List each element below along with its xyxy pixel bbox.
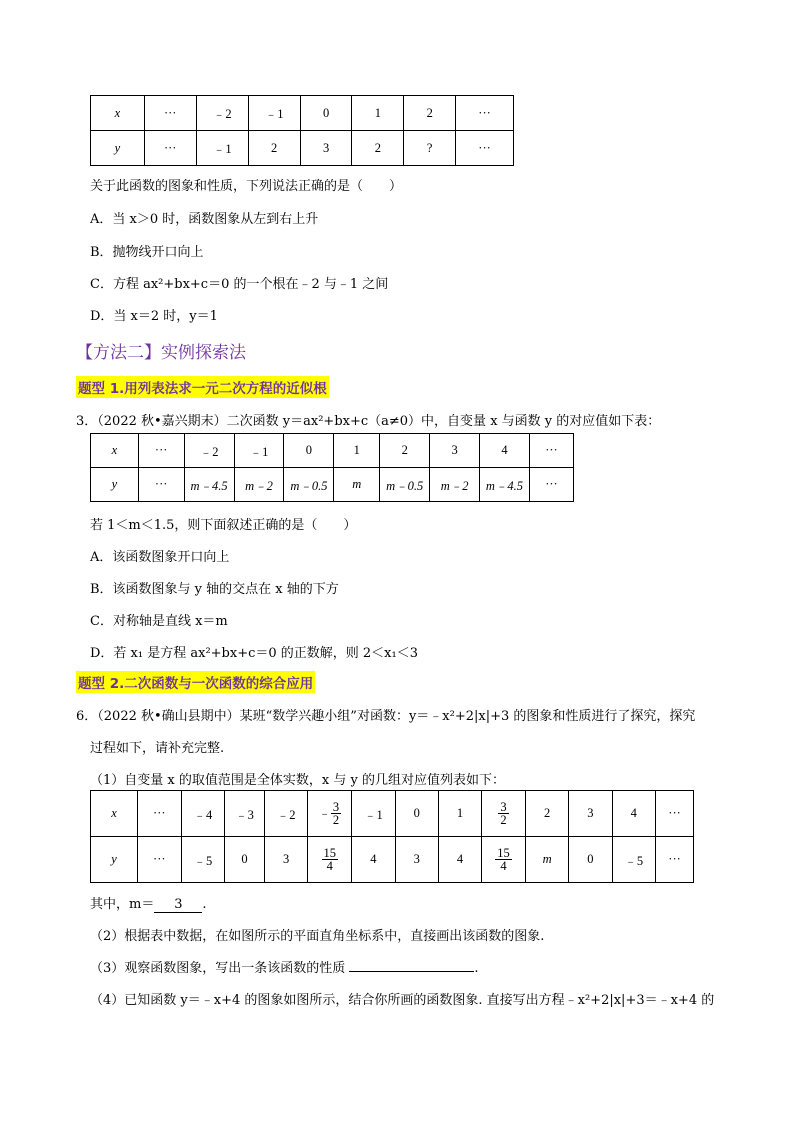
table-cell: ··· [144, 96, 196, 131]
table-cell: m [334, 468, 380, 502]
answer-suffix: . [202, 897, 207, 912]
table-cell: ··· [138, 837, 182, 883]
table-cell: ··· [138, 468, 184, 502]
part3-blank [349, 958, 474, 972]
table-cell: 4 [612, 791, 656, 837]
table-cell: 1 [334, 434, 380, 468]
q6-stem-line2: 过程如下，请补充完整. [90, 741, 225, 756]
q3-option-d: D．若 x₁ 是方程 ax²+bx+c＝0 的正数解，则 2＜x₁＜3 [90, 646, 418, 661]
table-cell [308, 837, 352, 883]
table-cell: ﹣5 [612, 837, 656, 883]
table-cell: 3 [395, 837, 438, 883]
table-cell: 3 [569, 791, 612, 837]
table-cell: m﹣0.5 [284, 468, 334, 502]
table-cell: ··· [144, 131, 196, 166]
table-cell: 0 [225, 837, 265, 883]
table-cell: x [91, 96, 145, 131]
table-row [91, 131, 514, 166]
table-cell: ﹣1 [196, 131, 248, 166]
table-cell [482, 837, 526, 883]
table-row [91, 791, 694, 837]
table-row [91, 434, 574, 468]
table-cell: 2 [248, 131, 300, 166]
table-cell: 3 [300, 131, 352, 166]
table-cell: ﹣3 [225, 791, 265, 837]
q3-question: 若 1＜m＜1.5，则下面叙述正确的是（ ） [90, 518, 357, 533]
fraction: $\frac{3}{2}$ [332, 799, 340, 827]
part3-text: （3）观察函数图象，写出一条该函数的性质 [90, 961, 346, 976]
table-cell: ﹣1 [234, 434, 284, 468]
q3-option-a: A．该函数图象开口向上 [90, 550, 230, 565]
table-cell: m﹣0.5 [380, 468, 430, 502]
table-cell: ··· [138, 434, 184, 468]
part3-suffix: . [474, 961, 479, 976]
table-cell: 4 [352, 837, 396, 883]
fraction: $\frac{15}{4}$ [497, 845, 510, 873]
table-cell: ··· [656, 837, 694, 883]
table-cell: 2 [525, 791, 568, 837]
table-cell [482, 791, 526, 837]
table-row [91, 468, 574, 502]
table-cell: x [91, 434, 139, 468]
q6-part4: （4）已知函数 y＝﹣x+4 的图象如图所示，结合你所画的函数图象. 直接写出方程﹣x²+2|x|+3＝﹣x+4 的 [90, 993, 715, 1008]
table-cell: ··· [529, 468, 573, 502]
table-cell: 1 [438, 791, 481, 837]
q3-option-c: C．对称轴是直线 x＝m [90, 614, 228, 629]
table-cell: ··· [456, 131, 514, 166]
table-cell: m﹣2 [234, 468, 284, 502]
table-cell: ﹣ $\frac{3}{2}$ [308, 791, 352, 837]
table-cell: ··· [529, 434, 573, 468]
table-cell: y [91, 468, 139, 502]
type1-title: 题型 1.用列表法求一元二次方程的近似根 [76, 376, 329, 398]
fraction: $\frac{15}{4}$ [323, 845, 337, 873]
table-cell: ﹣2 [264, 791, 308, 837]
table-cell: x [91, 791, 138, 837]
value-table-2 [90, 433, 574, 502]
table-cell: 2 [404, 96, 456, 131]
table-row [91, 96, 514, 131]
q6-part1: （1）自变量 x 的取值范围是全体实数，x 与 y 的几组对应值列表如下： [90, 773, 505, 788]
table-cell: m﹣4.5 [480, 468, 530, 502]
table-cell: 4 [438, 837, 481, 883]
table-cell: ﹣5 [181, 837, 225, 883]
table-cell: ﹣2 [196, 96, 248, 131]
type2-title: 题型 2.二次函数与一次函数的综合应用 [76, 671, 315, 693]
table-cell: 2 [352, 131, 404, 166]
table-cell: m﹣4.5 [184, 468, 234, 502]
table-cell: ? [404, 131, 456, 166]
question-text: 关于此函数的图象和性质，下列说法正确的是（ ） [90, 179, 403, 194]
table-cell: y [91, 837, 138, 883]
option-b: B．抛物线开口向上 [90, 245, 204, 260]
table-cell: 4 [480, 434, 530, 468]
table-row [91, 837, 694, 883]
fraction: $\frac{3}{2}$ [500, 799, 507, 827]
q6-stem-line1: 6．（2022 秋•确山县期中）某班“数学兴趣小组”对函数：y＝﹣x²+2|x|+3 的图象和性质进行了探究，探究 [76, 709, 696, 724]
value-table-1 [90, 95, 514, 166]
q3-stem: 3．（2022 秋•嘉兴期末）二次函数 y＝ax²+bx+c（a≠0）中，自变量 x 与函数 y 的对应值如下表： [76, 414, 661, 429]
option-c: C．方程 ax²+bx+c＝0 的一个根在﹣2 与﹣1 之间 [90, 277, 389, 292]
table-cell: 3 [430, 434, 480, 468]
method-title: 【方法二】实例探索法 [76, 343, 246, 363]
q6-part3 [90, 957, 479, 976]
table-cell: m﹣2 [430, 468, 480, 502]
value-table-3 [90, 790, 694, 883]
table-cell: m [525, 837, 568, 883]
table-cell: 0 [284, 434, 334, 468]
table-cell: ··· [456, 96, 514, 131]
q6-answer-line [90, 893, 206, 913]
table-cell: 2 [380, 434, 430, 468]
table-cell: ﹣2 [184, 434, 234, 468]
option-d: D．当 x＝2 时，y＝1 [90, 309, 218, 324]
table-cell: 3 [264, 837, 308, 883]
table-cell: ··· [656, 791, 694, 837]
option-a: A．当 x＞0 时，函数图象从左到右上升 [90, 212, 319, 227]
q6-part2: （2）根据表中数据，在如图所示的平面直角坐标系中，直接画出该函数的图象. [90, 929, 545, 944]
table-cell: y [91, 131, 145, 166]
q3-option-b: B．该函数图象与 y 轴的交点在 x 轴的下方 [90, 582, 339, 597]
table-cell: ··· [138, 791, 182, 837]
table-cell: ﹣1 [248, 96, 300, 131]
table-cell: 0 [569, 837, 612, 883]
table-cell: 0 [300, 96, 352, 131]
table-cell: 1 [352, 96, 404, 131]
table-cell: ﹣4 [181, 791, 225, 837]
answer-value: 3 [154, 897, 202, 913]
answer-prefix: 其中，m＝ [90, 897, 155, 912]
table-cell: ﹣1 [352, 791, 396, 837]
table-cell: 0 [395, 791, 438, 837]
